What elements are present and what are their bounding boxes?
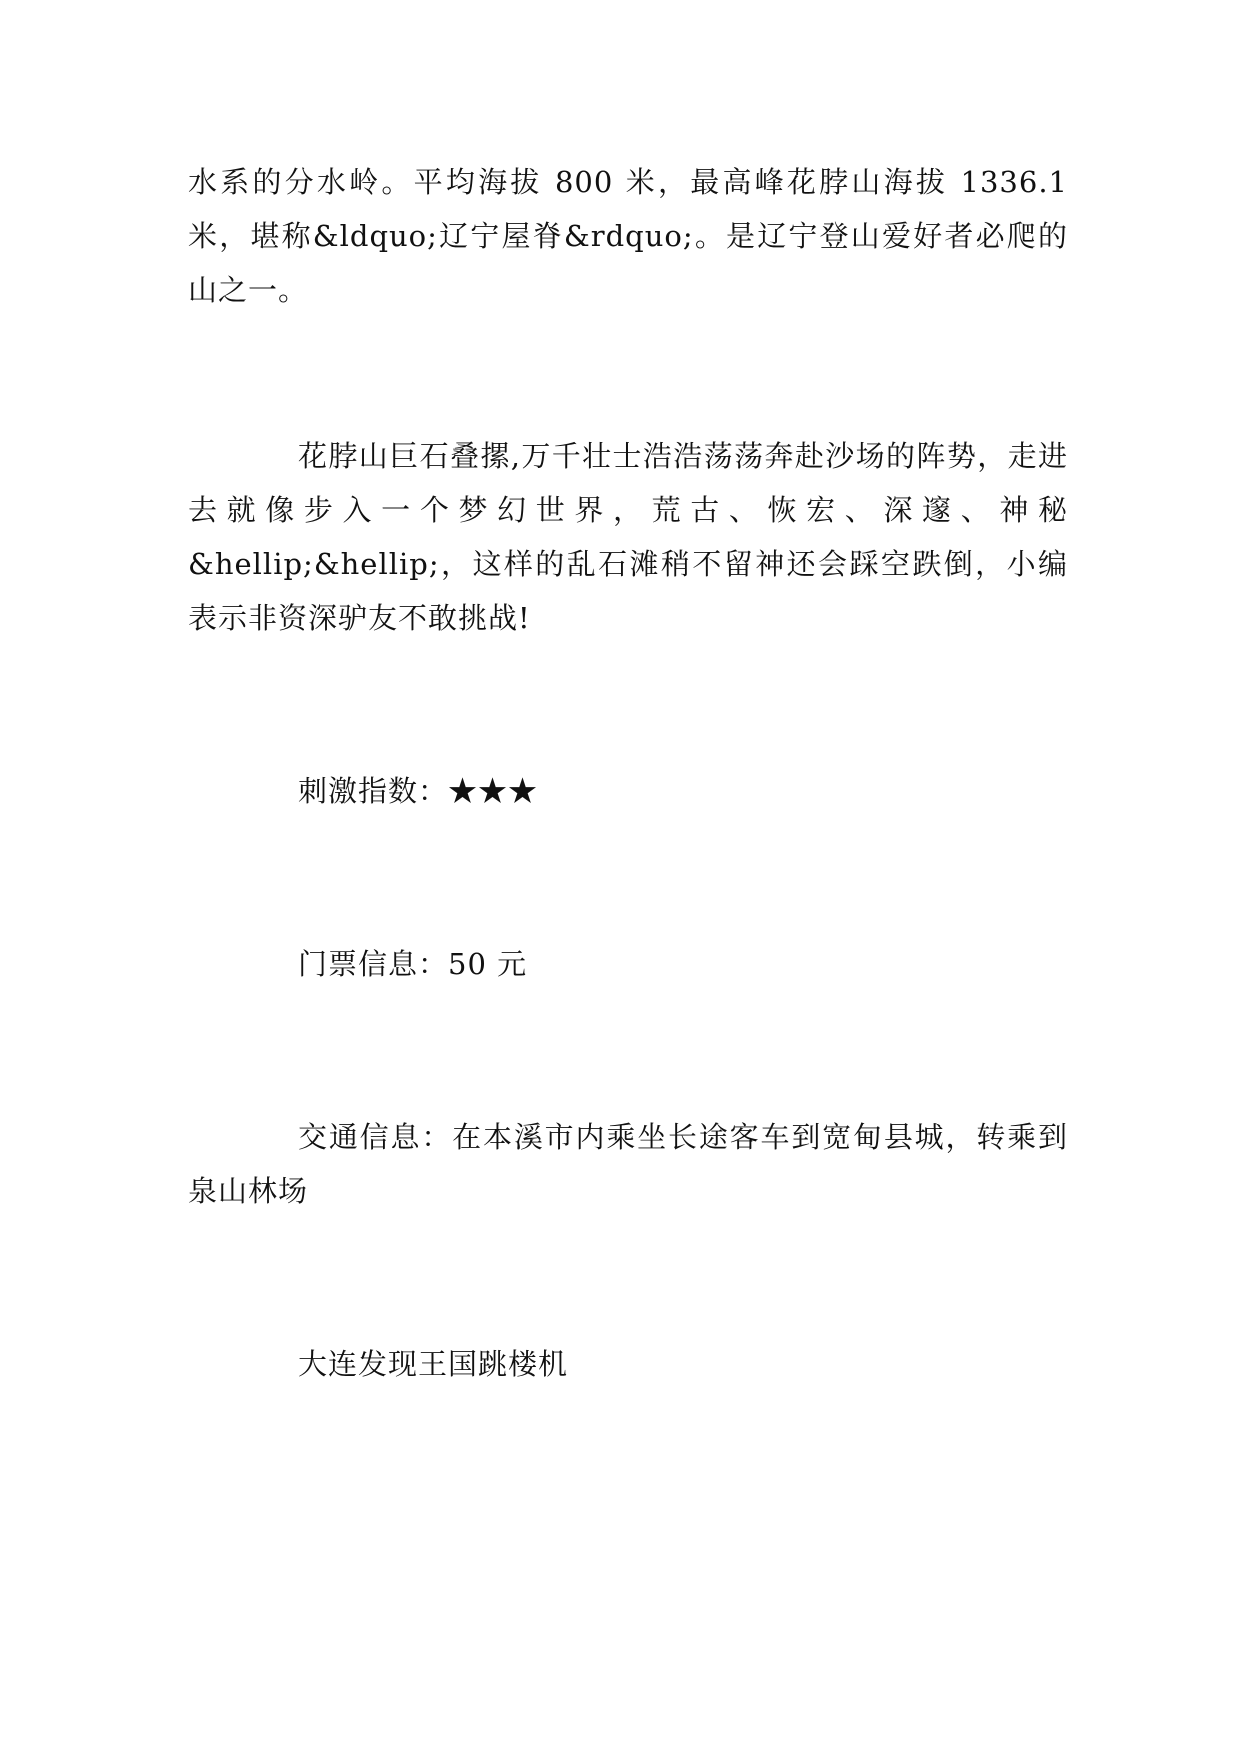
- paragraph-transport-info: 交通信息：在本溪市内乘坐长途客车到宽甸县城，转乘到泉山林场: [188, 1120, 1068, 1208]
- paragraph-thrill-index: 刺激指数：★★★: [298, 774, 539, 808]
- paragraph-rock-description: 花脖山巨石叠摞,万千壮士浩浩荡荡奔赴沙场的阵势，走进去就像步入一个梦幻世界，荒古、恢宏、深邃、神秘&hellip;&hellip;，这样的乱石滩稍不留神还会踩空跌倒，小编表示非资深驴友不敢挑战!: [188, 439, 1068, 635]
- paragraph-ticket-info: 门票信息：50 元: [298, 947, 528, 981]
- document-body: [188, 155, 1068, 1391]
- paragraph-mountain-intro: 水系的分水岭。平均海拔 800 米，最高峰花脖山海拔 1336.1 米，堪称&ldquo;辽宁屋脊&rdquo;。是辽宁登山爱好者必爬的山之一。: [188, 165, 1068, 307]
- paragraph-next-section-title: 大连发现王国跳楼机: [298, 1347, 569, 1381]
